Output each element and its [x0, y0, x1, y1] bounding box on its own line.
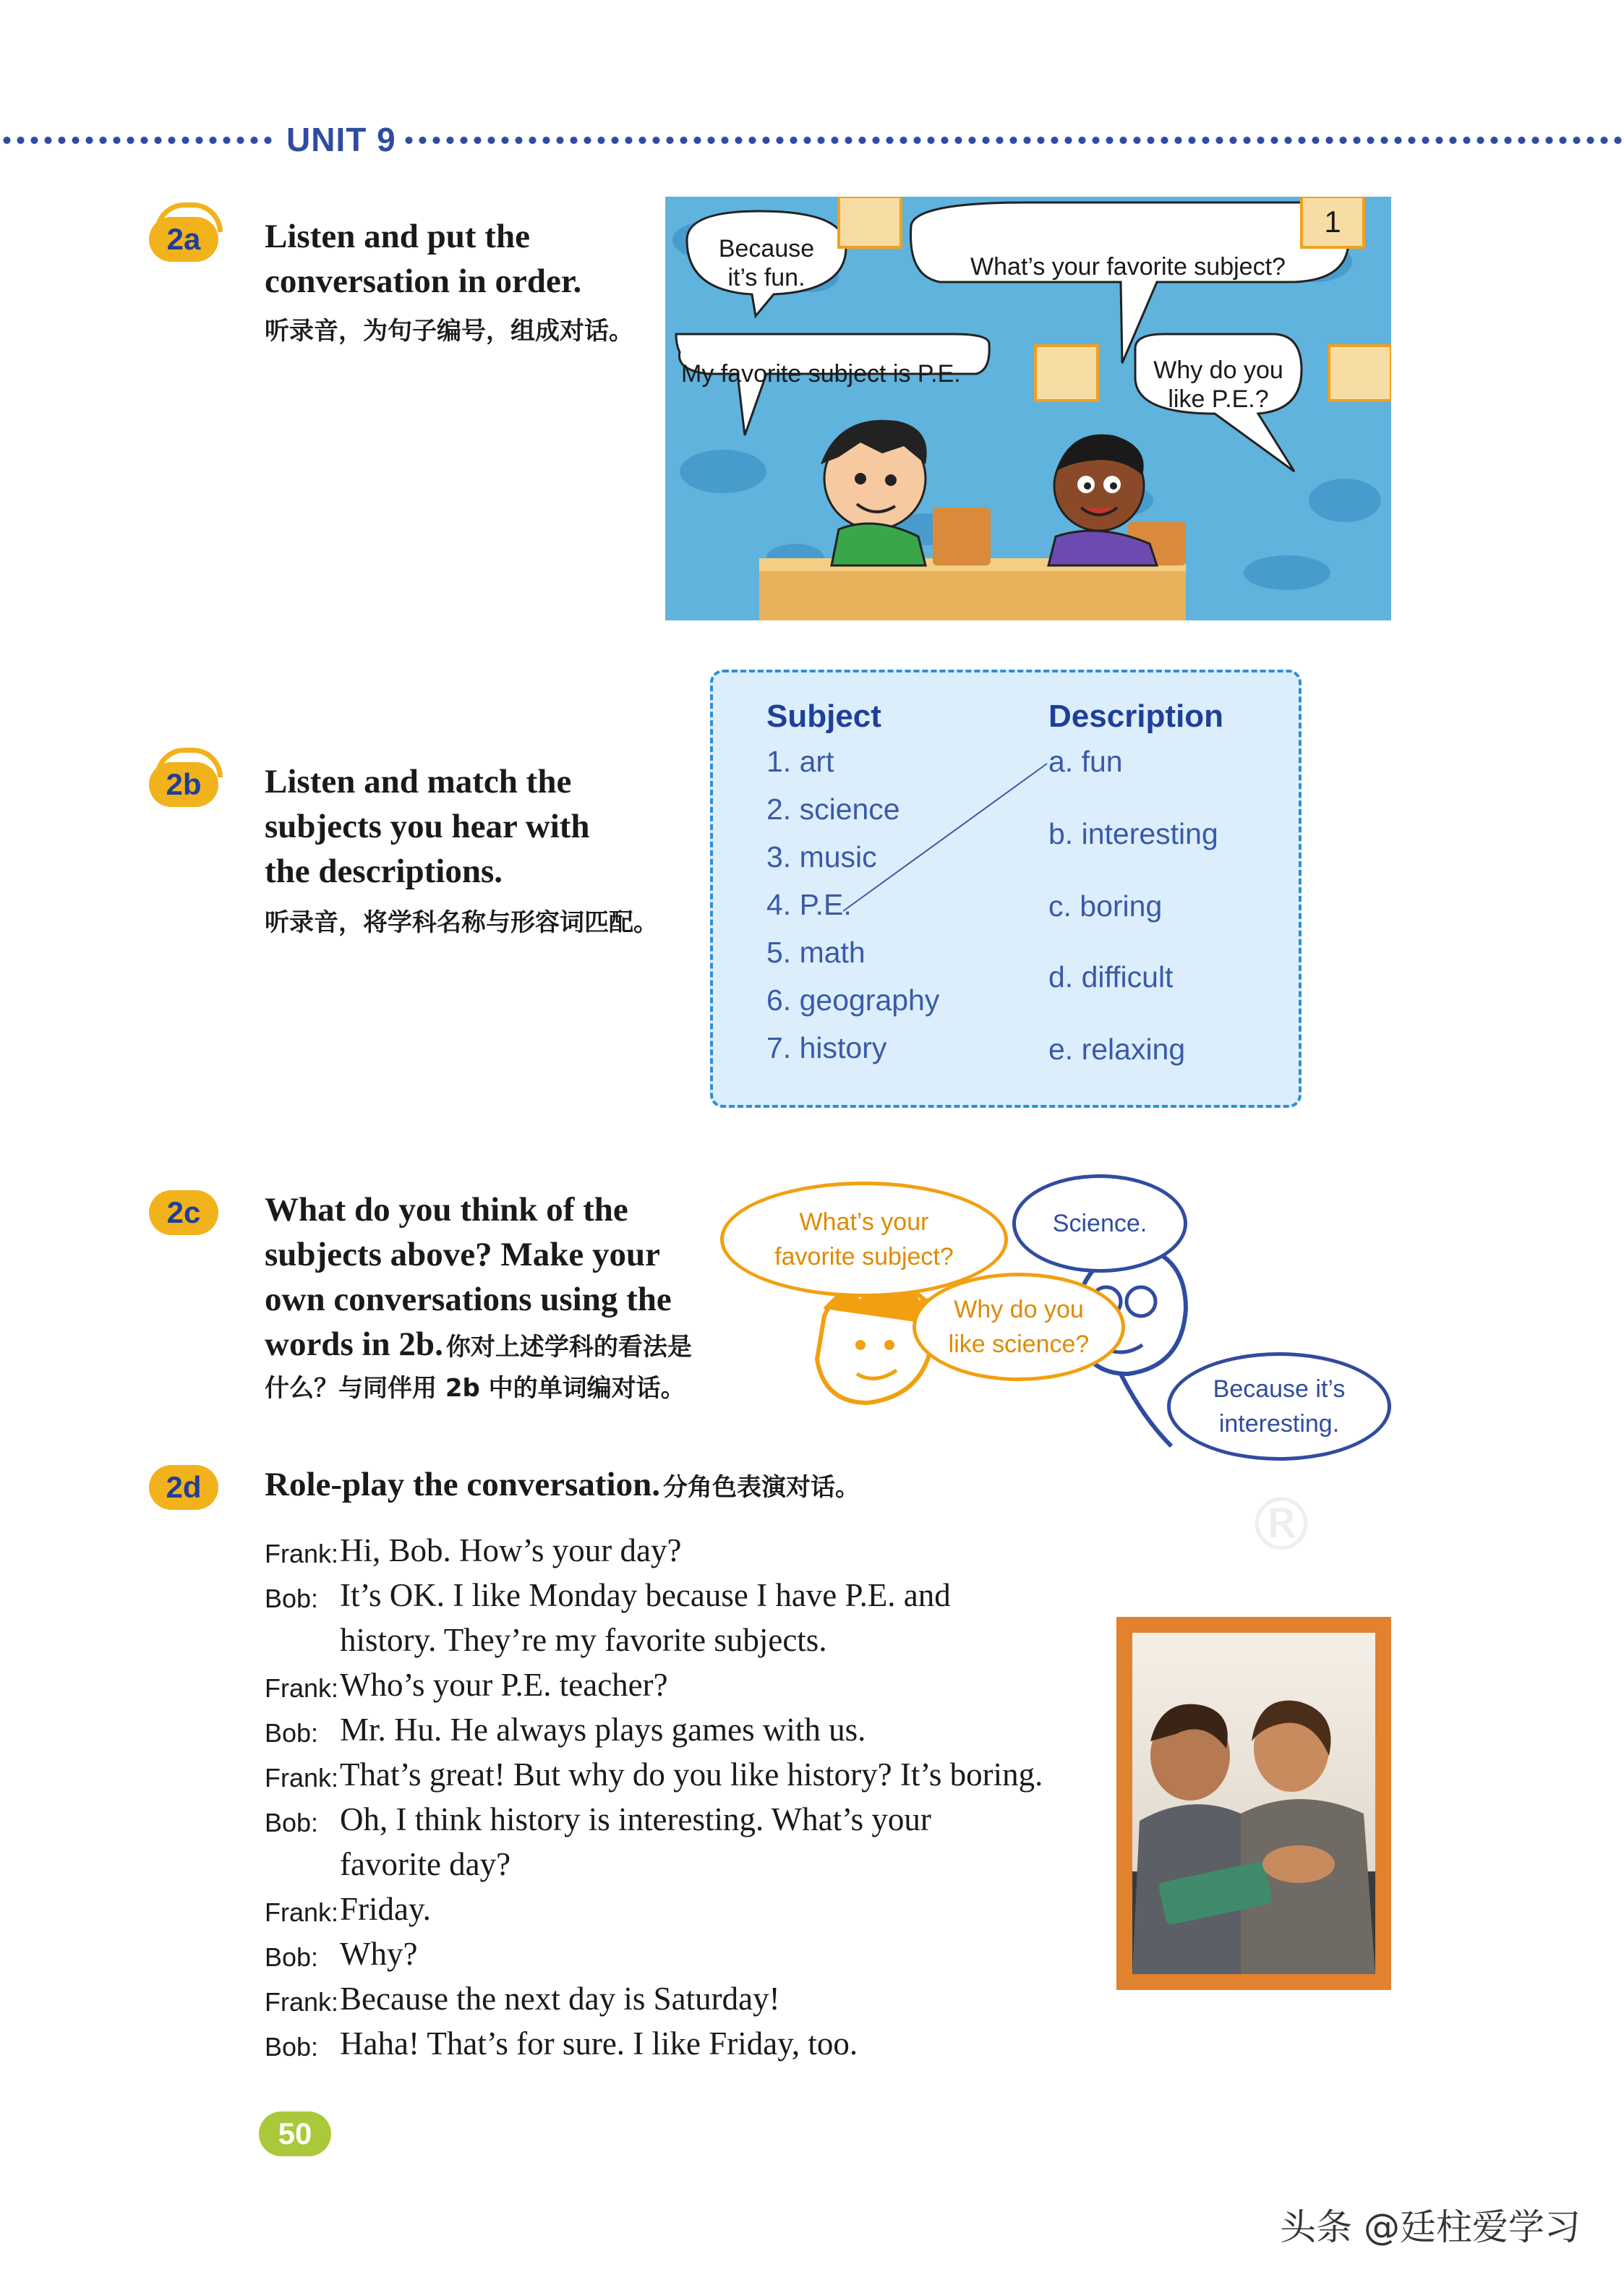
speaker: Frank: — [265, 1763, 339, 1793]
conversation-line — [265, 1576, 1118, 1621]
speaker: Bob: — [265, 1718, 319, 1748]
conversation-line — [265, 1845, 1118, 1890]
instruction-line: conversation in order. — [265, 262, 582, 300]
instruction-line: Listen and match the — [265, 763, 572, 800]
bubble-why — [1142, 356, 1294, 414]
badge-2b: 2b — [149, 762, 218, 807]
description-item: a. fun — [1048, 745, 1123, 778]
bubble-answer: My favorite subject is P.E. — [681, 360, 961, 388]
instruction-line: subjects above? Make your — [265, 1236, 660, 1273]
bubble-text: Science. — [1052, 1210, 1148, 1237]
badge-2c: 2c — [149, 1190, 218, 1235]
bubble-text: Because it’s — [1213, 1375, 1346, 1403]
speaker: Bob: — [265, 1584, 319, 1613]
subject-item: 1. art — [766, 745, 834, 778]
subject-item: 6. geography — [766, 983, 940, 1017]
instruction-line: Role-play the conversation. — [265, 1466, 660, 1503]
subject-item: 2. science — [766, 793, 900, 826]
line-text: history. They’re my favorite subjects. — [340, 1622, 827, 1658]
instruction-2b — [265, 759, 658, 938]
matching-box — [710, 670, 1302, 1108]
line-text: It’s OK. I like Monday because I have P.E. and — [340, 1577, 951, 1613]
conversation-line — [265, 1756, 1118, 1801]
bubble-text: like science? — [948, 1331, 1090, 1358]
conversation-line — [265, 1980, 1118, 2025]
instruction-line: words in 2b. — [265, 1325, 443, 1363]
watermark-text: 头条 @廷柱爱学习 — [1280, 2206, 1581, 2248]
speaker: Frank: — [265, 1539, 339, 1568]
description-header: Description — [1048, 699, 1224, 734]
conversation-line — [265, 1935, 1118, 1980]
conversation-line — [265, 1890, 1118, 1935]
line-text: Because the next day is Saturday! — [340, 1981, 780, 2017]
instruction-chinese: 你对上述学科的看法是 — [445, 1333, 692, 1362]
instruction-line: What do you think of the — [265, 1191, 628, 1229]
instruction-chinese: 听录音，将学科名称与形容词匹配。 — [265, 908, 658, 937]
instruction-2c — [265, 1187, 742, 1404]
order-box-1[interactable] — [839, 197, 901, 247]
line-text: That’s great! But why do you like history? It’s boring. — [340, 1756, 1043, 1793]
bubble-text: interesting. — [1218, 1410, 1340, 1438]
bubble-question: What’s your favorite subject? — [970, 253, 1286, 281]
bubble-science — [1012, 1174, 1187, 1273]
description-item: b. interesting — [1048, 817, 1218, 850]
order-box-2[interactable]: 1 — [1324, 205, 1341, 239]
conversation-line — [265, 1532, 1118, 1576]
description-item: d. difficult — [1048, 960, 1174, 994]
header-dots-left — [0, 134, 278, 146]
bubble-text: like P.E.? — [1168, 385, 1269, 413]
instruction-chinese: 什么？与同伴用 2b 中的单词编对话。 — [265, 1374, 685, 1403]
badge-2d: 2d — [149, 1465, 218, 1510]
conversation-line — [265, 1666, 1118, 1711]
subject-item: 5. math — [766, 936, 866, 969]
bubble-text: What’s your — [799, 1208, 929, 1236]
instruction-line: subjects you hear with — [265, 808, 590, 845]
line-text: Friday. — [340, 1891, 431, 1927]
speaker: Bob: — [265, 1808, 319, 1837]
order-box-3[interactable] — [1035, 346, 1098, 401]
description-item: c. boring — [1048, 889, 1163, 923]
conversation-line — [265, 1801, 1118, 1845]
conversation-line — [265, 1621, 1118, 1666]
bubble-text: Why do you — [1153, 356, 1283, 384]
students-photo — [1132, 1633, 1375, 1974]
bubble-because-interesting — [1167, 1352, 1391, 1461]
bubble-because — [694, 234, 839, 292]
bubble-text: Why do you — [954, 1296, 1084, 1323]
classroom-illustration — [665, 197, 1391, 620]
instruction-chinese: 听录音，为句子编号，组成对话。 — [265, 317, 633, 346]
conversation — [265, 1532, 1118, 2070]
match-line — [713, 672, 1299, 1105]
photo-frame — [1116, 1617, 1391, 1990]
conversation-line — [265, 1711, 1118, 1756]
speaker: Bob: — [265, 1942, 319, 1972]
bubble-text: Because — [718, 235, 815, 262]
line-text: favorite day? — [340, 1846, 511, 1882]
registered-mark: ® — [1245, 1482, 1317, 1567]
bubble-text: it’s fun. — [727, 264, 805, 291]
line-text: Haha! That’s for sure. I like Friday, too. — [340, 2025, 858, 2062]
speaker: Frank: — [265, 1987, 339, 2017]
badge-2a: 2a — [149, 217, 218, 262]
instruction-2d — [265, 1462, 860, 1507]
description-item: e. relaxing — [1048, 1033, 1186, 1066]
subject-header: Subject — [766, 699, 881, 734]
instruction-line: Listen and put the — [265, 218, 530, 255]
subject-item: 7. history — [766, 1031, 887, 1064]
instruction-line: the descriptions. — [265, 853, 503, 890]
line-text: Hi, Bob. How’s your day? — [340, 1532, 682, 1568]
instruction-2a — [265, 214, 633, 346]
speaker: Frank: — [265, 1897, 339, 1927]
bubble-why-science — [913, 1273, 1125, 1381]
subject-item: 3. music — [766, 840, 877, 874]
instruction-line: own conversations using the — [265, 1281, 672, 1318]
line-text: Why? — [340, 1936, 418, 1972]
subject-item: 4. P.E. — [766, 888, 852, 921]
line-text: Mr. Hu. He always plays games with us. — [340, 1712, 866, 1748]
instruction-line-4 — [265, 1322, 742, 1367]
page-number: 50 — [259, 2111, 331, 2156]
line-text: Who’s your P.E. teacher? — [340, 1667, 668, 1703]
order-box-4[interactable] — [1329, 346, 1391, 401]
conversation-line — [265, 2025, 1118, 2070]
speaker: Frank: — [265, 1673, 339, 1703]
bubble-text: favorite subject? — [774, 1243, 954, 1270]
speaker: Bob: — [265, 2032, 319, 2062]
line-text: Oh, I think history is interesting. What’s your — [340, 1801, 931, 1837]
instruction-chinese: 分角色表演对话。 — [662, 1473, 860, 1502]
unit-title: UNIT 9 — [286, 121, 396, 158]
header-dots-right — [402, 134, 1624, 146]
